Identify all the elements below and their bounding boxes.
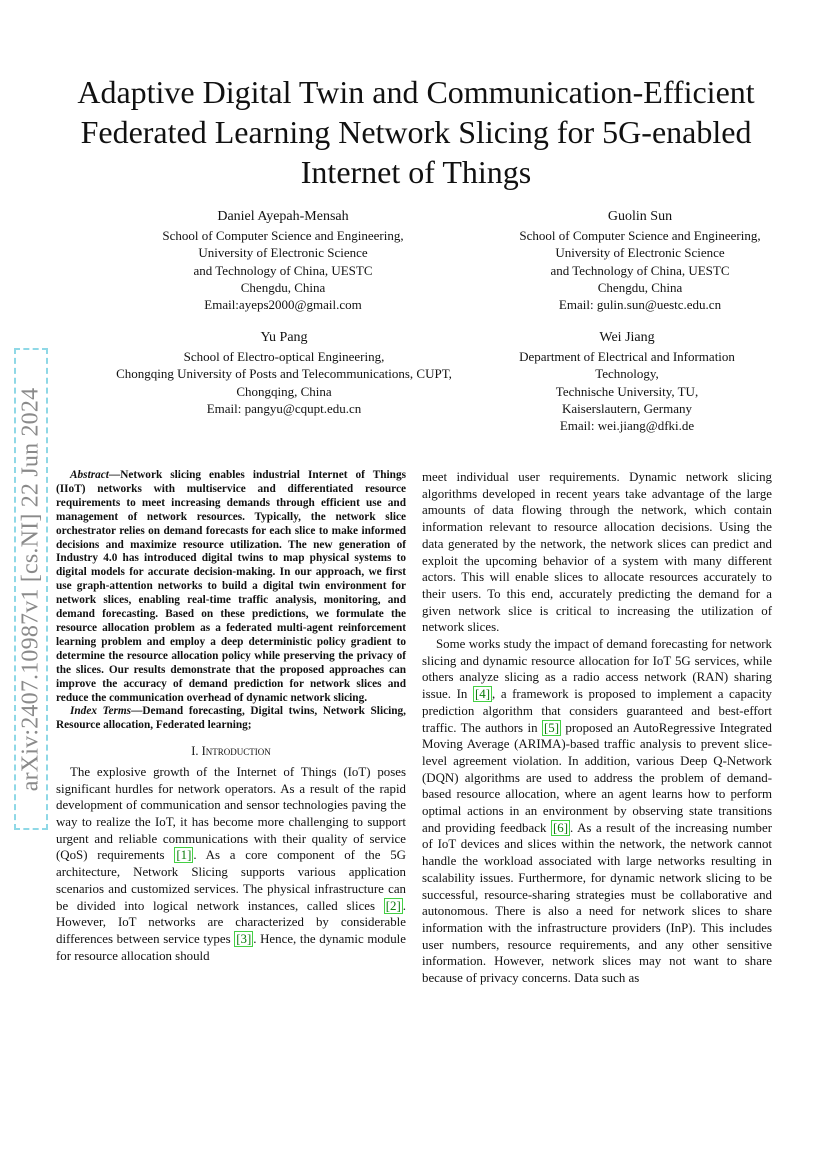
author-name: Guolin Sun	[607, 209, 673, 224]
text-span: . As a result of the increasing number of IoT devices and slices within the network, the network cannot handle the workload associated with large networks resulting in scalability issues. Furthermore, for dynamic network slicing to be successful, resource-sharing strategies must be collaborative and autonomous. There is also a need for network slices to share information with the infrastructure providers (InP). This includes user numbers, resource requirements, and any other sensitive information. However, network slices may not want to share because of privacy concerns. Data such as	[422, 820, 772, 986]
arxiv-identifier-stamp	[14, 348, 48, 830]
body-paragraph	[422, 636, 772, 987]
affiliation-line: School of Electro-optical Engineering,	[183, 349, 385, 365]
author-name: Wei Jiang	[599, 330, 655, 345]
affiliation-line: Technische University, TU,	[555, 383, 699, 399]
author-block-1	[148, 208, 418, 313]
text-span: Some works study the impact of demand forecasting for network slicing and dynamic resource allocation for IoT 5G services, while others analyze slicing as a radio access network (RAN) sharing issue. In	[422, 637, 772, 702]
intro-paragraph	[56, 764, 406, 964]
text-span: The explosive growth of the Internet of Things (IoT) poses significant hurdles for network operators. As a result of the rapid development of communication and sensor technologies paving the way to realize the IoT, it has become more challenging to support urgent and reliable communications with their quality of service (QoS) requirements	[56, 764, 406, 863]
text-span: . However, IoT networks are characterized by considerable differences between service types	[56, 898, 406, 946]
citation-link[interactable]: [6]	[552, 820, 568, 835]
author-block-2	[505, 208, 775, 313]
index-terms	[56, 705, 406, 733]
author-email: Email:ayeps2000@gmail.com	[204, 297, 362, 313]
citation-link[interactable]: [2]	[385, 898, 401, 913]
affiliation-line: and Technology of China, UESTC	[550, 262, 730, 278]
abstract-text: Network slicing enables industrial Internet of Things (IIoT) networks with multiservice and differentiated resource requirements to meet increasing demands through efficient use and management of network resources. Typically, the network slice orchestrator relies on demand forecasts for each slice to make informed decisions and maximize resource utilization. The new generation of Industry 4.0 has introduced digital twins to map physical systems to digital models for accurate decision-making. In our approach, we first use graph-attention networks to build a digital twin environment for network slices, enabling real-time traffic analysis, monitoring, and demand forecasting. Based on these predictions, we formulate the resource allocation problem as a federated multi-agent reinforcement learning problem and employ a deep deterministic policy gradient to determine the resource allocation policy while preserving the privacy of the slices. Our results demonstrate that the proposed approaches can improve the accuracy of demand prediction for network slices and reduce the communication overhead of dynamic network slicing.	[56, 469, 406, 704]
left-column	[56, 469, 406, 964]
citation-link[interactable]: [5]	[543, 720, 559, 735]
author-email: Email: wei.jiang@dfki.de	[559, 418, 695, 434]
affiliation-line: Chengdu, China	[240, 279, 326, 295]
section-heading-introduction: I. Introduction	[191, 744, 271, 759]
abstract-dash: —	[108, 469, 121, 481]
citation-link[interactable]: [3]	[236, 931, 252, 946]
index-terms-label: Index Terms	[70, 705, 132, 718]
affiliation-line: Chengdu, China	[597, 279, 683, 295]
text-span: , a framework is proposed to implement a capacity prediction algorithm that considers guaranteed and best-effort traffic. The authors in	[422, 687, 772, 735]
arxiv-identifier-text: arXiv:2407.10987v1 [cs.NI] 22 Jun 2024	[17, 387, 44, 791]
citation-link[interactable]: [1]	[176, 848, 192, 863]
citation-link[interactable]: [4]	[474, 687, 490, 702]
affiliation-line: School of Computer Science and Engineering,	[162, 228, 404, 244]
text-span: . As a core component of the 5G architecture, Network Slicing supports various application scenarios and customized services. The physical infrastructure can be divided into logical network instances, called slices	[56, 848, 406, 913]
author-name: Daniel Ayepah-Mensah	[217, 209, 349, 224]
author-name: Yu Pang	[260, 330, 308, 345]
author-email: Email: pangyu@cqupt.edu.cn	[206, 400, 362, 416]
index-terms-text: Demand forecasting, Digital twins, Network Slicing, Resource allocation, Federated learning;	[56, 705, 406, 732]
affiliation-line: and Technology of China, UESTC	[193, 262, 373, 278]
author-block-4	[492, 329, 762, 434]
affiliation-line: School of Computer Science and Engineering,	[519, 228, 761, 244]
author-email: Email: gulin.sun@uestc.edu.cn	[558, 297, 722, 313]
affiliation-line: Department of Electrical and Information	[519, 349, 735, 365]
paper-title: Adaptive Digital Twin and Communication-Efficient Federated Learning Network Slicing for 5G-enabled Internet of Things	[77, 74, 755, 190]
affiliation-line: Chongqing, China	[236, 383, 332, 399]
text-span: . Hence, the dynamic module for resource allocation should	[56, 931, 406, 963]
abstract-label: Abstract	[70, 469, 109, 481]
author-block-3	[94, 329, 474, 417]
index-terms-dash: —	[131, 705, 143, 718]
affiliation-line: University of Electronic Science	[555, 245, 725, 261]
body-paragraph: meet individual user requirements. Dynamic network slicing algorithms developed in recent years take advantage of the large amounts of data flowing through the network, which contain information relevant to resource allocation decisions. Using the data generated by the network, the network slices can predict and exploit the upcoming behavior of a system with many different actors. This will enable slices to allocate resources accurately to their users. To this end, accurately predicting the demand for a given network slice is critical to increasing the utilization of network slices.	[422, 470, 772, 635]
text-span: proposed an AutoRegressive Integrated Moving Average (ARIMA)-based traffic analysis to prevent slice-level agreement violation. In addition, various Deep Q-Network (DQN) algorithms are used to address the problem of demand-based resource allocation, where an agent learns how to perform optimal actions in an environment by observing state transitions and providing feedback	[422, 720, 772, 835]
affiliation-line: Kaiserslautern, Germany	[562, 400, 692, 416]
right-column	[422, 469, 772, 987]
affiliation-line: University of Electronic Science	[198, 245, 368, 261]
abstract	[56, 469, 406, 705]
affiliation-line: Chongqing University of Posts and Telecommunications, CUPT,	[116, 366, 452, 382]
affiliation-line: Technology,	[595, 366, 659, 382]
